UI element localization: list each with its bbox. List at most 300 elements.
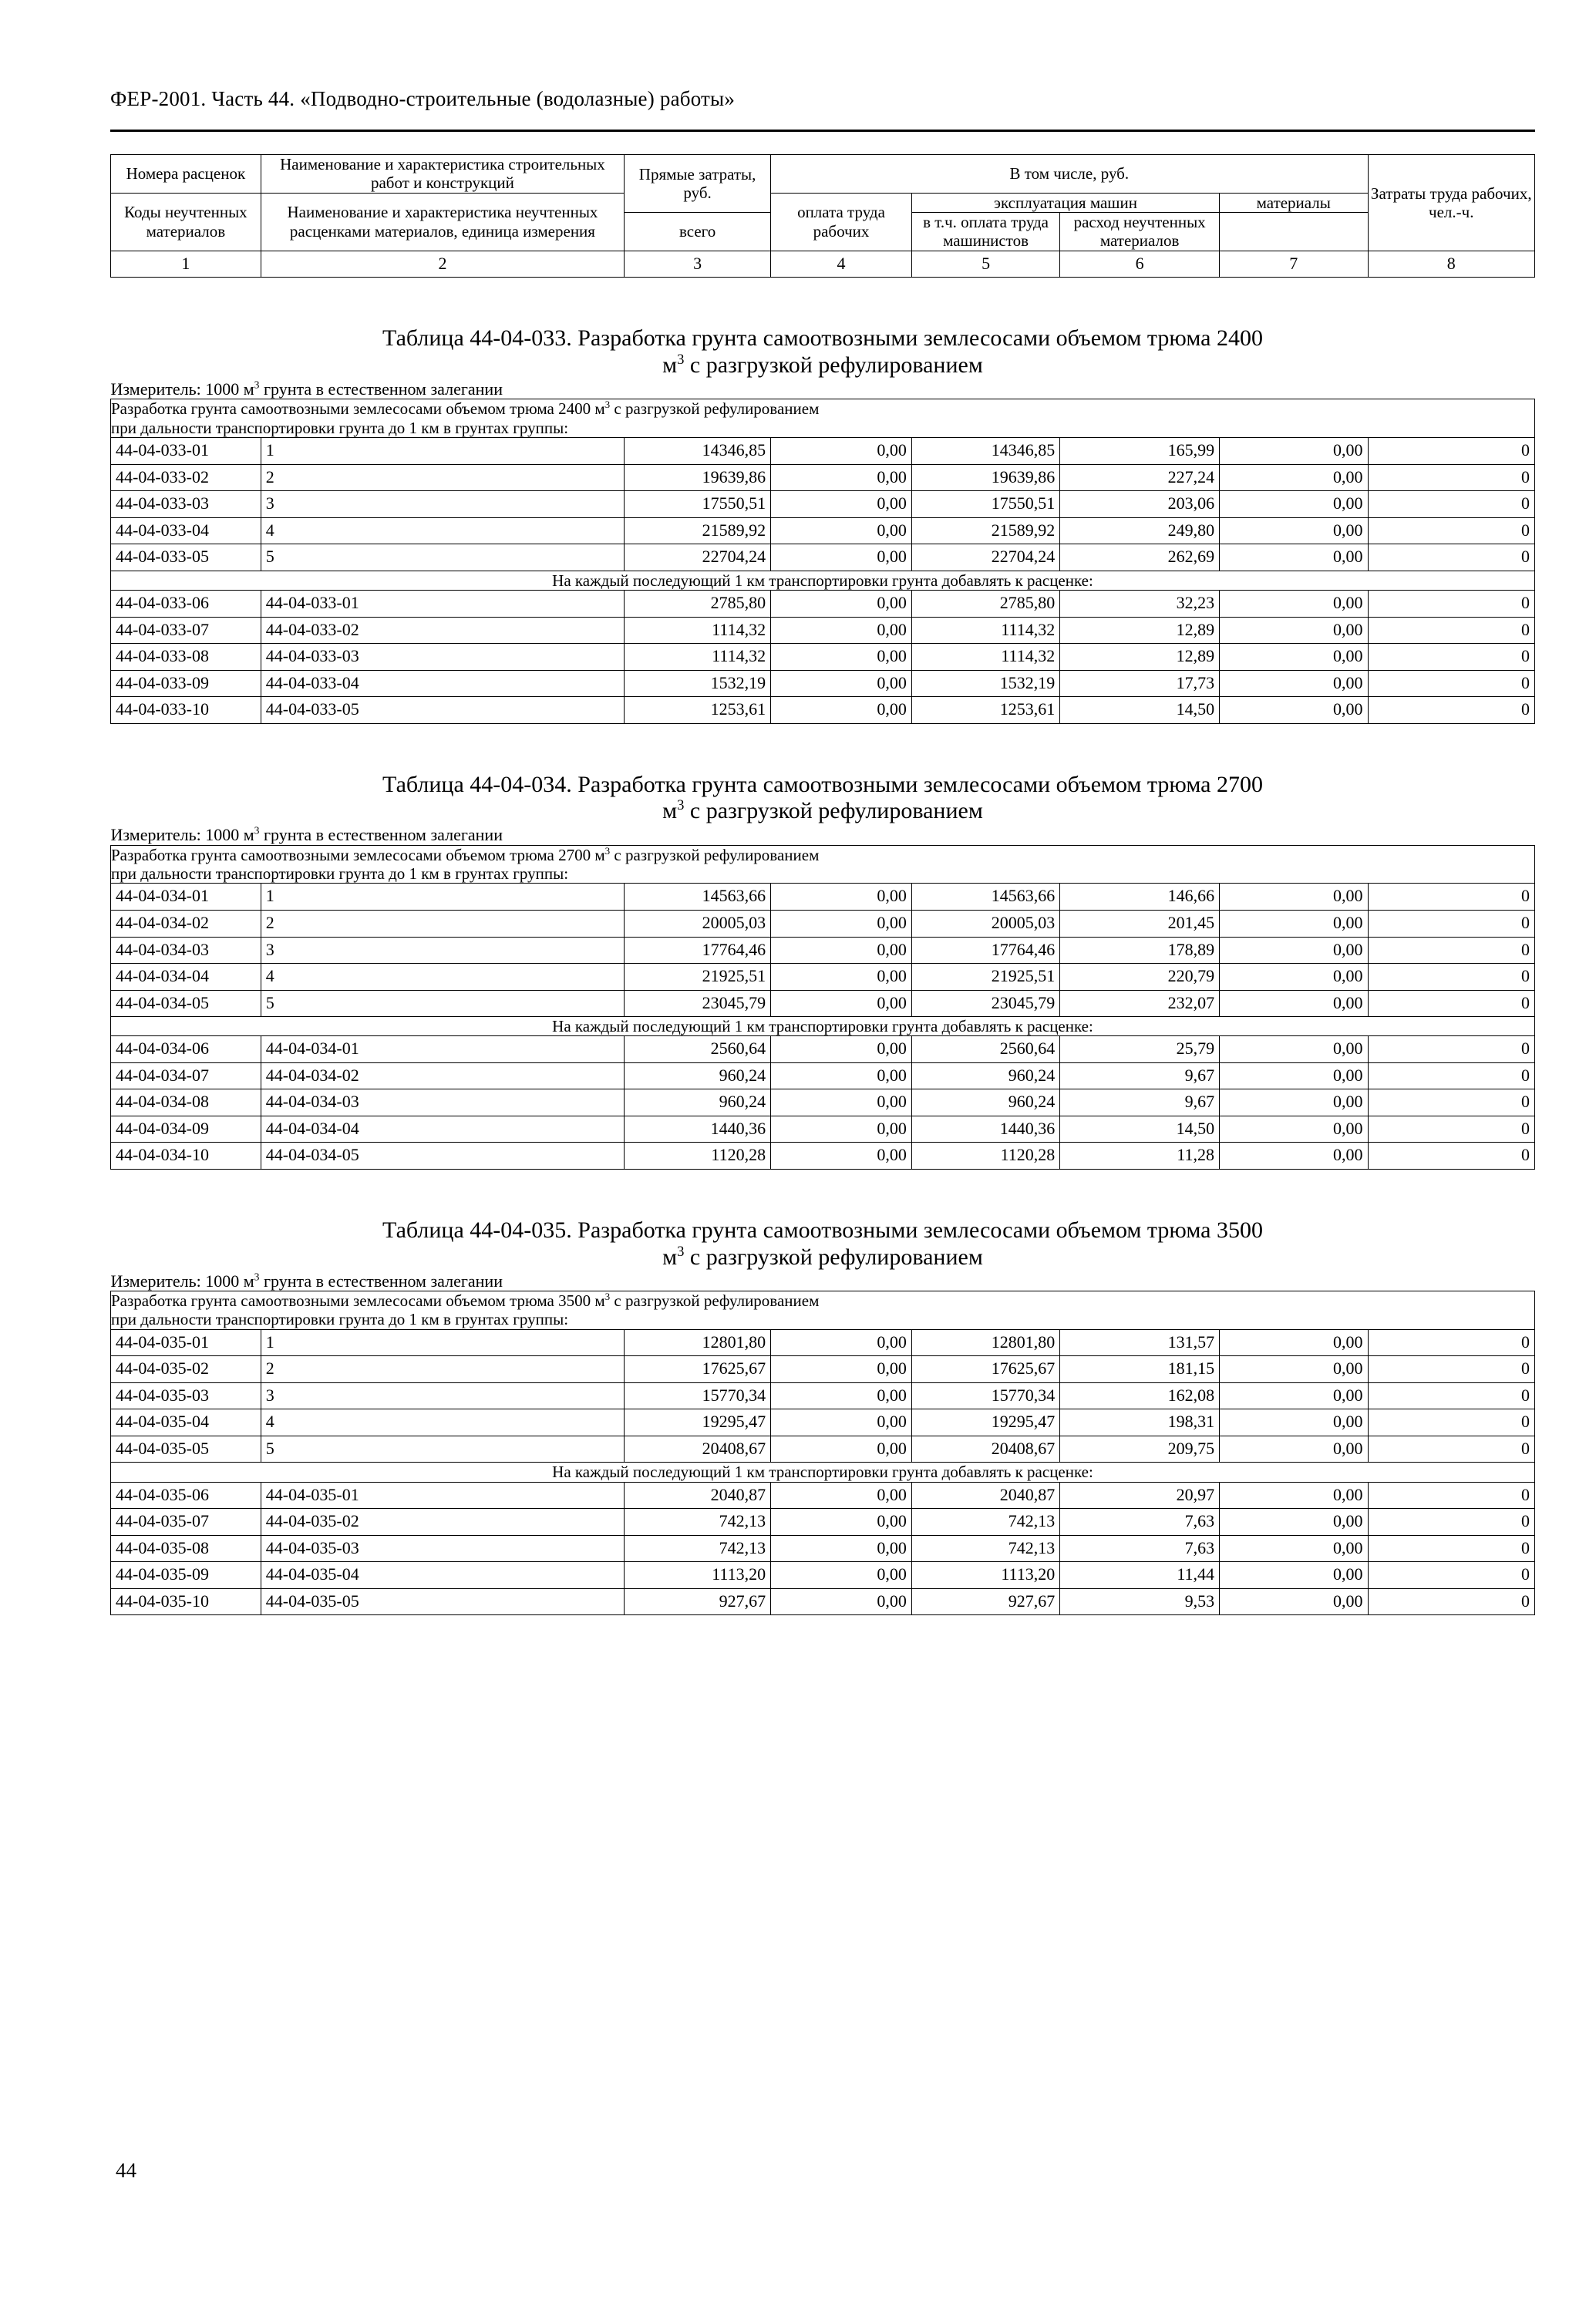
row-machines-total: 23045,79	[911, 990, 1059, 1017]
running-head-rule	[110, 130, 1535, 132]
row-machines-total: 1114,32	[911, 617, 1059, 644]
row-materials-expense: 0,00	[1220, 1409, 1368, 1436]
table-row	[111, 1356, 1535, 1383]
row-machines-total: 17764,46	[911, 937, 1059, 964]
row-labor-wages: 0,00	[771, 464, 912, 491]
row-machines-total: 960,24	[911, 1089, 1059, 1116]
row-materials-expense: 0,00	[1220, 1143, 1368, 1170]
row-machinist-wages: 203,06	[1060, 491, 1220, 518]
section-description-line2: при дальности транспортировки грунта до 1 км в грунтах группы:	[111, 1310, 569, 1329]
row-labor-hours: 0	[1368, 884, 1535, 911]
row-machines-total: 14563,66	[911, 884, 1059, 911]
row-name: 1	[261, 438, 624, 465]
row-name: 44-04-035-02	[261, 1509, 624, 1536]
row-labor-wages: 0,00	[771, 697, 912, 724]
row-labor-hours: 0	[1368, 1436, 1535, 1463]
table-title	[111, 1217, 1535, 1271]
row-labor-hours: 0	[1368, 617, 1535, 644]
row-labor-hours: 0	[1368, 1143, 1535, 1170]
table-row	[111, 591, 1535, 618]
table-title-line2: $м^3$ с разгрузкой рефулированием	[662, 1243, 983, 1270]
row-labor-wages: 0,00	[771, 491, 912, 518]
add-note: На каждый последующий 1 км транспортировки грунта добавлять к расценке:	[111, 1463, 1535, 1482]
table-title-row	[111, 325, 1535, 379]
row-materials-expense: 0,00	[1220, 670, 1368, 697]
add-note-row	[111, 1463, 1535, 1482]
row-machines-total: 21589,92	[911, 517, 1059, 544]
table-title-line1: Таблица 44-04-034. Разработка грунта самоотвозными землесосами объемом трюма 2700	[382, 771, 1263, 797]
row-direct-costs: 742,13	[625, 1535, 771, 1562]
row-materials-expense: 0,00	[1220, 1089, 1368, 1116]
row-code: 44-04-034-01	[111, 884, 261, 911]
row-labor-wages: 0,00	[771, 1089, 912, 1116]
row-name: 1	[261, 884, 624, 911]
row-labor-wages: 0,00	[771, 1143, 912, 1170]
row-machinist-wages: 11,28	[1060, 1143, 1220, 1170]
row-machinist-wages: 9,67	[1060, 1062, 1220, 1089]
row-name: 3	[261, 1382, 624, 1409]
row-machinist-wages: 7,63	[1060, 1535, 1220, 1562]
row-machines-total: 2785,80	[911, 591, 1059, 618]
table-row	[111, 1562, 1535, 1589]
table-title	[111, 325, 1535, 379]
row-labor-wages: 0,00	[771, 911, 912, 938]
row-labor-hours: 0	[1368, 964, 1535, 991]
row-name: 4	[261, 1409, 624, 1436]
row-labor-wages: 0,00	[771, 1116, 912, 1143]
row-machines-total: 742,13	[911, 1509, 1059, 1536]
row-materials-expense: 0,00	[1220, 1562, 1368, 1589]
row-machinist-wages: 131,57	[1060, 1329, 1220, 1356]
measure-label: Измеритель: 1000 $м^3$ грунта в естественном залегании	[110, 824, 503, 845]
table-row	[111, 1116, 1535, 1143]
row-code: 44-04-033-07	[111, 617, 261, 644]
measure-row	[111, 379, 1535, 399]
row-name: 44-04-034-02	[261, 1062, 624, 1089]
row-machines-total: 1253,61	[911, 697, 1059, 724]
row-materials-expense: 0,00	[1220, 911, 1368, 938]
row-code: 44-04-035-05	[111, 1436, 261, 1463]
row-code: 44-04-034-03	[111, 937, 261, 964]
row-materials-expense: 0,00	[1220, 1482, 1368, 1509]
header-num-6: 6	[1060, 251, 1220, 278]
row-name: 2	[261, 464, 624, 491]
row-materials-expense: 0,00	[1220, 937, 1368, 964]
row-code: 44-04-035-04	[111, 1409, 261, 1436]
table-row	[111, 1062, 1535, 1089]
row-name: 44-04-035-01	[261, 1482, 624, 1509]
row-labor-wages: 0,00	[771, 617, 912, 644]
row-machines-total: 960,24	[911, 1062, 1059, 1089]
row-name: 44-04-035-03	[261, 1535, 624, 1562]
row-labor-wages: 0,00	[771, 937, 912, 964]
row-labor-wages: 0,00	[771, 1562, 912, 1589]
row-direct-costs: 21925,51	[625, 964, 771, 991]
row-materials-expense: 0,00	[1220, 884, 1368, 911]
add-note: На каждый последующий 1 км транспортировки грунта добавлять к расценке:	[111, 571, 1535, 590]
row-materials-expense: 0,00	[1220, 464, 1368, 491]
table-block-spacer	[111, 723, 1535, 772]
row-materials-expense: 0,00	[1220, 1329, 1368, 1356]
table-row	[111, 1588, 1535, 1615]
row-name: 44-04-033-01	[261, 591, 624, 618]
spacer	[111, 1170, 1535, 1218]
table-row	[111, 617, 1535, 644]
row-code: 44-04-035-03	[111, 1382, 261, 1409]
row-machines-total: 1532,19	[911, 670, 1059, 697]
row-machinist-wages: 9,53	[1060, 1588, 1220, 1615]
row-code: 44-04-033-06	[111, 591, 261, 618]
row-code: 44-04-033-09	[111, 670, 261, 697]
row-materials-expense: 0,00	[1220, 1509, 1368, 1536]
row-name: 44-04-033-05	[261, 697, 624, 724]
row-labor-hours: 0	[1368, 591, 1535, 618]
section-description	[111, 845, 1535, 884]
row-machinist-wages: 209,75	[1060, 1436, 1220, 1463]
table-row	[111, 1329, 1535, 1356]
row-materials-expense: 0,00	[1220, 697, 1368, 724]
row-code: 44-04-035-06	[111, 1482, 261, 1509]
row-code: 44-04-034-04	[111, 964, 261, 991]
table-title-row	[111, 1217, 1535, 1271]
row-direct-costs: 21589,92	[625, 517, 771, 544]
row-direct-costs: 1113,20	[625, 1562, 771, 1589]
row-machinist-wages: 32,23	[1060, 591, 1220, 618]
row-machinist-wages: 14,50	[1060, 1116, 1220, 1143]
row-code: 44-04-033-03	[111, 491, 261, 518]
row-materials-expense: 0,00	[1220, 438, 1368, 465]
table-row	[111, 1036, 1535, 1063]
row-machines-total: 19295,47	[911, 1409, 1059, 1436]
add-note-row	[111, 1017, 1535, 1036]
header-col8: Затраты труда рабочих, чел.-ч.	[1368, 155, 1535, 251]
row-labor-wages: 0,00	[771, 1356, 912, 1383]
row-direct-costs: 17625,67	[625, 1356, 771, 1383]
row-labor-wages: 0,00	[771, 517, 912, 544]
table-row	[111, 990, 1535, 1017]
row-code: 44-04-035-02	[111, 1356, 261, 1383]
row-labor-wages: 0,00	[771, 1535, 912, 1562]
row-direct-costs: 742,13	[625, 1509, 771, 1536]
row-labor-wages: 0,00	[771, 1062, 912, 1089]
section-description-line1: Разработка грунта самоотвозными землесосами объемом трюма 2700 $м^3$ с разгрузкой рефулированием	[111, 844, 820, 864]
row-machinist-wages: 227,24	[1060, 464, 1220, 491]
row-name: 2	[261, 1356, 624, 1383]
row-direct-costs: 19295,47	[625, 1409, 771, 1436]
row-direct-costs: 2785,80	[625, 591, 771, 618]
table-row	[111, 884, 1535, 911]
header-col4: оплата труда рабочих	[771, 193, 912, 251]
row-direct-costs: 14346,85	[625, 438, 771, 465]
row-machines-total: 1114,32	[911, 644, 1059, 671]
table-title-row	[111, 772, 1535, 826]
row-machines-total: 1113,20	[911, 1562, 1059, 1589]
table-block-spacer	[111, 278, 1535, 326]
row-direct-costs: 17764,46	[625, 937, 771, 964]
row-labor-hours: 0	[1368, 491, 1535, 518]
section-description	[111, 399, 1535, 438]
row-materials-expense: 0,00	[1220, 1588, 1368, 1615]
header-col3: Прямые затраты, руб.	[625, 155, 771, 213]
section-description-line1: Разработка грунта самоотвозными землесосами объемом трюма 2400 $м^3$ с разгрузкой рефулированием	[111, 399, 820, 419]
row-code: 44-04-034-06	[111, 1036, 261, 1063]
row-labor-wages: 0,00	[771, 884, 912, 911]
table-title-line1: Таблица 44-04-035. Разработка грунта самоотвозными землесосами объемом трюма 3500	[382, 1217, 1263, 1243]
row-machinist-wages: 9,67	[1060, 1089, 1220, 1116]
table-block-spacer	[111, 1170, 1535, 1218]
row-materials-expense: 0,00	[1220, 1382, 1368, 1409]
table-title-line2: $м^3$ с разгрузкой рефулированием	[662, 352, 983, 379]
row-code: 44-04-035-01	[111, 1329, 261, 1356]
section-description-line1: Разработка грунта самоотвозными землесосами объемом трюма 3500 $м^3$ с разгрузкой рефулированием	[111, 1291, 820, 1311]
row-labor-hours: 0	[1368, 1382, 1535, 1409]
row-labor-wages: 0,00	[771, 1509, 912, 1536]
table-row	[111, 1535, 1535, 1562]
row-code: 44-04-033-02	[111, 464, 261, 491]
row-direct-costs: 23045,79	[625, 990, 771, 1017]
row-machines-total: 17625,67	[911, 1356, 1059, 1383]
row-machines-total: 19639,86	[911, 464, 1059, 491]
row-code: 44-04-033-10	[111, 697, 261, 724]
table-title-line2: $м^3$ с разгрузкой рефулированием	[662, 797, 983, 824]
add-note: На каждый последующий 1 км транспортировки грунта добавлять к расценке:	[111, 1017, 1535, 1036]
row-labor-hours: 0	[1368, 1062, 1535, 1089]
row-labor-hours: 0	[1368, 697, 1535, 724]
table-row	[111, 1482, 1535, 1509]
row-labor-hours: 0	[1368, 544, 1535, 571]
row-machinist-wages: 14,50	[1060, 697, 1220, 724]
row-code: 44-04-034-07	[111, 1062, 261, 1089]
header-col5: всего	[625, 213, 771, 251]
row-machinist-wages: 17,73	[1060, 670, 1220, 697]
row-direct-costs: 1253,61	[625, 697, 771, 724]
add-note-row	[111, 571, 1535, 590]
row-labor-hours: 0	[1368, 1409, 1535, 1436]
header-row-2	[111, 193, 1535, 212]
row-materials-expense: 0,00	[1220, 491, 1368, 518]
row-machinist-wages: 232,07	[1060, 990, 1220, 1017]
row-name: 44-04-034-04	[261, 1116, 624, 1143]
row-labor-wages: 0,00	[771, 1436, 912, 1463]
row-materials-expense: 0,00	[1220, 1116, 1368, 1143]
row-machinist-wages: 7,63	[1060, 1509, 1220, 1536]
row-labor-wages: 0,00	[771, 544, 912, 571]
row-machines-total: 20005,03	[911, 911, 1059, 938]
row-machinist-wages: 165,99	[1060, 438, 1220, 465]
table-row	[111, 964, 1535, 991]
header-row-1	[111, 155, 1535, 194]
header-col7: расход неучтенных материалов	[1060, 213, 1220, 251]
row-direct-costs: 1114,32	[625, 617, 771, 644]
table-row	[111, 1089, 1535, 1116]
row-name: 44-04-035-05	[261, 1588, 624, 1615]
row-labor-wages: 0,00	[771, 1382, 912, 1409]
measure-row	[111, 1271, 1535, 1291]
page-number: 44	[116, 2159, 136, 2182]
row-machines-total: 21925,51	[911, 964, 1059, 991]
row-code: 44-04-035-08	[111, 1535, 261, 1562]
row-machinist-wages: 198,31	[1060, 1409, 1220, 1436]
table-row	[111, 644, 1535, 671]
section-description-row	[111, 1291, 1535, 1330]
table-row	[111, 1436, 1535, 1463]
row-direct-costs: 12801,80	[625, 1329, 771, 1356]
row-labor-hours: 0	[1368, 1535, 1535, 1562]
measure-row	[111, 825, 1535, 845]
row-machines-total: 1440,36	[911, 1116, 1059, 1143]
row-labor-hours: 0	[1368, 1509, 1535, 1536]
row-name: 3	[261, 491, 624, 518]
row-name: 4	[261, 517, 624, 544]
header-num-4: 4	[771, 251, 912, 278]
row-materials-expense: 0,00	[1220, 1062, 1368, 1089]
row-labor-hours: 0	[1368, 1562, 1535, 1589]
table-row	[111, 464, 1535, 491]
table-row	[111, 517, 1535, 544]
row-materials-expense: 0,00	[1220, 591, 1368, 618]
header-col2-top: Наименование и характеристика строительных работ и конструкций	[261, 155, 624, 194]
header-num-1: 1	[111, 251, 261, 278]
section-description-row	[111, 845, 1535, 884]
measure-label: Измеритель: 1000 $м^3$ грунта в естественном залегании	[110, 379, 503, 399]
row-machinist-wages: 262,69	[1060, 544, 1220, 571]
header-num-2: 2	[261, 251, 624, 278]
row-materials-expense: 0,00	[1220, 544, 1368, 571]
header-col1-bottom: Коды неучтенных материалов	[111, 193, 261, 251]
row-labor-wages: 0,00	[771, 1588, 912, 1615]
row-code: 44-04-035-09	[111, 1562, 261, 1589]
row-direct-costs: 1532,19	[625, 670, 771, 697]
row-direct-costs: 927,67	[625, 1588, 771, 1615]
row-labor-hours: 0	[1368, 644, 1535, 671]
table-row	[111, 1409, 1535, 1436]
row-machinist-wages: 249,80	[1060, 517, 1220, 544]
row-materials-expense: 0,00	[1220, 617, 1368, 644]
row-materials-expense: 0,00	[1220, 644, 1368, 671]
row-name: 2	[261, 911, 624, 938]
row-machines-total: 2560,64	[911, 1036, 1059, 1063]
table-row	[111, 1509, 1535, 1536]
row-labor-hours: 0	[1368, 464, 1535, 491]
row-machines-total: 17550,51	[911, 491, 1059, 518]
row-machines-total: 742,13	[911, 1535, 1059, 1562]
row-code: 44-04-034-02	[111, 911, 261, 938]
row-direct-costs: 1440,36	[625, 1116, 771, 1143]
row-direct-costs: 2560,64	[625, 1036, 771, 1063]
row-code: 44-04-035-10	[111, 1588, 261, 1615]
row-name: 44-04-034-03	[261, 1089, 624, 1116]
row-machinist-wages: 12,89	[1060, 644, 1220, 671]
row-machines-total: 14346,85	[911, 438, 1059, 465]
row-labor-hours: 0	[1368, 517, 1535, 544]
header-group-materials: материалы	[1220, 193, 1368, 212]
table-row	[111, 697, 1535, 724]
row-direct-costs: 15770,34	[625, 1382, 771, 1409]
row-labor-wages: 0,00	[771, 1482, 912, 1509]
row-machines-total: 15770,34	[911, 1382, 1059, 1409]
row-name: 5	[261, 990, 624, 1017]
row-labor-hours: 0	[1368, 1588, 1535, 1615]
row-labor-wages: 0,00	[771, 438, 912, 465]
row-name: 1	[261, 1329, 624, 1356]
section-description-line2: при дальности транспортировки грунта до 1 км в грунтах группы:	[111, 864, 569, 884]
row-machines-total: 927,67	[911, 1588, 1059, 1615]
row-name: 44-04-034-01	[261, 1036, 624, 1063]
row-labor-wages: 0,00	[771, 1329, 912, 1356]
row-labor-wages: 0,00	[771, 1036, 912, 1063]
section-description	[111, 1291, 1535, 1330]
row-materials-expense: 0,00	[1220, 1036, 1368, 1063]
row-materials-expense: 0,00	[1220, 990, 1368, 1017]
row-labor-wages: 0,00	[771, 644, 912, 671]
table-title-line1: Таблица 44-04-033. Разработка грунта самоотвозными землесосами объемом трюма 2400	[382, 325, 1263, 352]
header-group-machines: эксплуатация машин	[911, 193, 1219, 212]
row-labor-wages: 0,00	[771, 670, 912, 697]
row-materials-expense: 0,00	[1220, 1535, 1368, 1562]
header-col1-top: Номера расценок	[111, 155, 261, 194]
row-direct-costs: 2040,87	[625, 1482, 771, 1509]
row-code: 44-04-035-07	[111, 1509, 261, 1536]
estimate-table	[110, 154, 1535, 1615]
row-machines-total: 22704,24	[911, 544, 1059, 571]
row-labor-hours: 0	[1368, 1089, 1535, 1116]
row-code: 44-04-033-04	[111, 517, 261, 544]
row-machines-total: 12801,80	[911, 1329, 1059, 1356]
row-machinist-wages: 201,45	[1060, 911, 1220, 938]
row-name: 44-04-033-04	[261, 670, 624, 697]
header-num-3: 3	[625, 251, 771, 278]
table-row	[111, 911, 1535, 938]
spacer	[111, 278, 1535, 326]
row-labor-hours: 0	[1368, 911, 1535, 938]
row-materials-expense: 0,00	[1220, 517, 1368, 544]
row-labor-hours: 0	[1368, 1329, 1535, 1356]
row-machinist-wages: 25,79	[1060, 1036, 1220, 1063]
row-machinist-wages: 181,15	[1060, 1356, 1220, 1383]
row-machinist-wages: 20,97	[1060, 1482, 1220, 1509]
row-name: 44-04-035-04	[261, 1562, 624, 1589]
table-row	[111, 491, 1535, 518]
header-num-5: 5	[911, 251, 1059, 278]
header-col2-bottom: Наименование и характеристика неучтенных расценками материалов, единица измерения	[261, 193, 624, 251]
table-row	[111, 544, 1535, 571]
row-machinist-wages: 162,08	[1060, 1382, 1220, 1409]
row-code: 44-04-034-08	[111, 1089, 261, 1116]
header-number-row	[111, 251, 1535, 278]
table-title	[111, 772, 1535, 826]
row-direct-costs: 17550,51	[625, 491, 771, 518]
row-labor-hours: 0	[1368, 438, 1535, 465]
row-code: 44-04-033-01	[111, 438, 261, 465]
row-direct-costs: 20408,67	[625, 1436, 771, 1463]
row-labor-wages: 0,00	[771, 1409, 912, 1436]
row-name: 4	[261, 964, 624, 991]
row-machines-total: 1120,28	[911, 1143, 1059, 1170]
running-head: ФЕР-2001. Часть 44. «Подводно-строительные (водолазные) работы»	[110, 87, 736, 110]
row-name: 5	[261, 1436, 624, 1463]
row-machinist-wages: 12,89	[1060, 617, 1220, 644]
row-labor-hours: 0	[1368, 1356, 1535, 1383]
row-code: 44-04-034-10	[111, 1143, 261, 1170]
table-row	[111, 1143, 1535, 1170]
row-code: 44-04-034-09	[111, 1116, 261, 1143]
row-machines-total: 2040,87	[911, 1482, 1059, 1509]
row-name: 44-04-033-03	[261, 644, 624, 671]
table-row	[111, 937, 1535, 964]
row-direct-costs: 960,24	[625, 1062, 771, 1089]
row-direct-costs: 14563,66	[625, 884, 771, 911]
row-direct-costs: 1114,32	[625, 644, 771, 671]
